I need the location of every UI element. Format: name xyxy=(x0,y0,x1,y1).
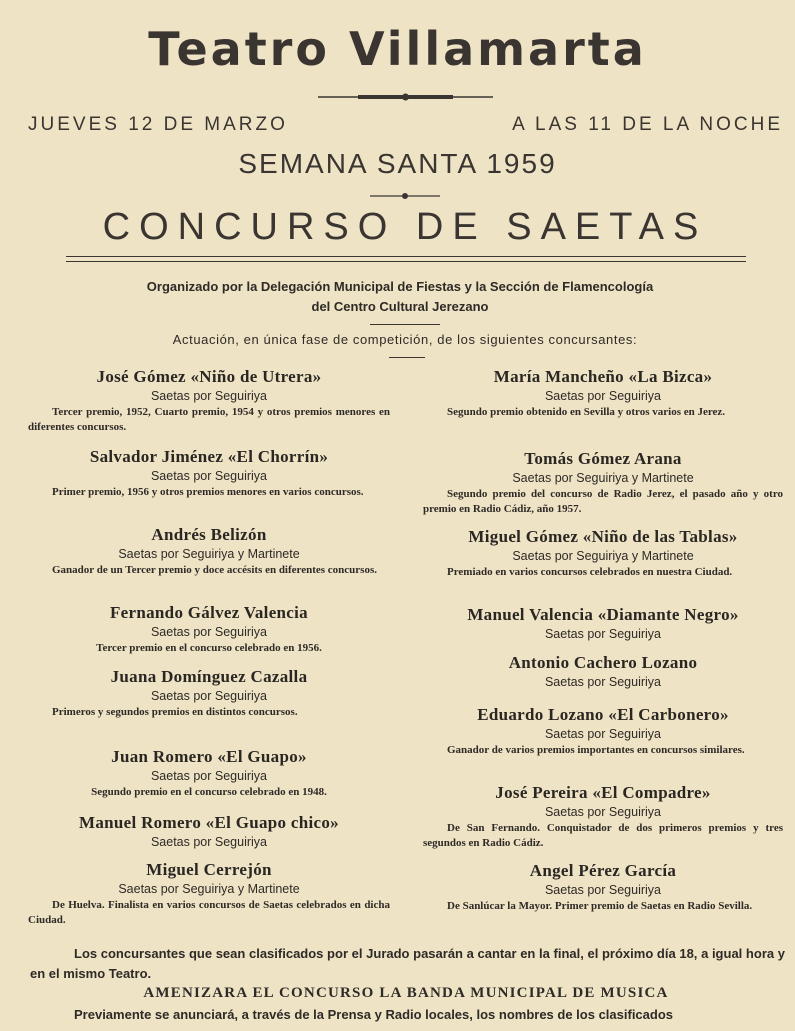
contestant-style: Saetas por Seguiriya xyxy=(544,389,662,403)
contestant-name: Juan Romero «El Guapo» xyxy=(111,747,307,766)
contestant-entry xyxy=(423,448,783,526)
contestant-style: Saetas por Seguiriya xyxy=(150,625,268,639)
contestant-entry xyxy=(28,524,390,602)
contestant-style: Saetas por Seguiriya xyxy=(150,469,268,483)
contestant-entry xyxy=(423,782,783,860)
contestant-name: Juana Domínguez Cazalla xyxy=(110,667,308,686)
contestant-entry xyxy=(423,652,783,704)
edition-title: SEMANA SANTA 1959 xyxy=(238,148,557,179)
contestant-style: Saetas por Seguiriya xyxy=(150,769,268,783)
organizer-line-1: Organizado por la Delegación Municipal de Fiestas y la Sección de Flamencología xyxy=(146,279,654,294)
contestant-name: Salvador Jiménez «El Chorrín» xyxy=(89,447,329,466)
contestant-entry xyxy=(423,366,783,448)
contestant-name: Eduardo Lozano «El Carbonero» xyxy=(477,705,729,724)
contestant-name: Manuel Romero «El Guapo chico» xyxy=(79,813,339,832)
contestant-name: Miguel Cerrejón xyxy=(146,860,272,879)
contestant-note: De San Fernando. Conquistador de dos primeros premios y tres segundos en Radio Cádiz. xyxy=(423,822,783,849)
divider xyxy=(389,357,425,358)
contestant-name: José Pereira «El Compadre» xyxy=(495,783,711,802)
contestant-entry xyxy=(28,812,390,859)
contestant-note: Segundo premio del concurso de Radio Jerez, el pasado año y otro premio en Radio Cádiz, año 1957. xyxy=(423,488,783,515)
announcement-notice: Previamente se anunciará, a través de la Prensa y Radio locales, los nombres de los clasificados xyxy=(74,1007,673,1022)
contestant-name: Fernando Gálvez Valencia xyxy=(110,603,308,622)
contestant-style: Saetas por Seguiriya xyxy=(544,883,662,897)
contestant-name: María Mancheño «La Bizca» xyxy=(493,367,713,386)
contestant-entry xyxy=(28,366,390,446)
contestant-style: Saetas por Seguiriya xyxy=(150,835,268,849)
contestant-style: Saetas por Seguiriya y Martinete xyxy=(512,549,694,563)
contestant-note: Primer premio, 1956 y otros premios menores en varios concursos. xyxy=(52,486,364,498)
event-time: A LAS 11 DE LA NOCHE xyxy=(512,114,783,135)
contestant-note: Segundo premio en el concurso celebrado en 1948. xyxy=(91,786,327,798)
contestant-entry xyxy=(28,666,390,746)
band-notice: AMENIZARA EL CONCURSO LA BANDA MUNICIPAL DE MUSICA xyxy=(143,985,669,1001)
contestant-entry xyxy=(423,526,783,604)
contestant-entry xyxy=(423,704,783,782)
contestant-note: De Huelva. Finalista en varios concursos de Saetas celebrados en dicha Ciudad. xyxy=(28,899,390,926)
contestant-name: Miguel Gómez «Niño de las Tablas» xyxy=(468,527,738,546)
contestant-entry xyxy=(28,446,390,524)
contestant-style: Saetas por Seguiriya xyxy=(544,627,662,641)
contestant-name: Manuel Valencia «Diamante Negro» xyxy=(467,605,739,624)
event-date: JUEVES 12 DE MARZO xyxy=(28,114,288,135)
title-rule-thick xyxy=(66,256,746,257)
contestant-style: Saetas por Seguiriya y Martinete xyxy=(118,547,300,561)
small-ornament-icon xyxy=(370,192,440,200)
contestant-style: Saetas por Seguiriya xyxy=(544,727,662,741)
contestant-name: Andrés Belizón xyxy=(151,525,267,544)
contestant-style: Saetas por Seguiriya y Martinete xyxy=(512,471,694,485)
contestant-style: Saetas por Seguiriya xyxy=(150,389,268,403)
contestant-note: Tercer premio, 1952, Cuarto premio, 1954 y otros premios menores en diferentes concursos. xyxy=(28,406,390,433)
ornament-divider-icon xyxy=(318,92,493,102)
contestant-note: Tercer premio en el concurso celebrado en 1956. xyxy=(96,642,322,654)
contestant-note: Premiado en varios concursos celebrados en nuestra Ciudad. xyxy=(447,566,733,578)
contestant-name: Tomás Gómez Arana xyxy=(524,449,682,468)
contestant-style: Saetas por Seguiriya xyxy=(544,805,662,819)
contestant-name: Angel Pérez García xyxy=(529,861,677,880)
title-rule-thin xyxy=(66,261,746,262)
contestant-style: Saetas por Seguiriya xyxy=(544,675,662,689)
divider xyxy=(370,324,440,325)
contestant-note: Segundo premio obtenido en Sevilla y otros varios en Jerez. xyxy=(447,406,726,418)
contestant-name: José Gómez «Niño de Utrera» xyxy=(96,367,322,386)
contestant-entry xyxy=(28,859,390,929)
contestant-style: Saetas por Seguiriya y Martinete xyxy=(118,882,300,896)
contestant-entry xyxy=(423,860,783,930)
contestant-entry xyxy=(28,746,390,812)
organizer-line-2: del Centro Cultural Jerezano xyxy=(311,299,489,314)
contestants-right-column xyxy=(423,366,783,930)
contestant-name: Antonio Cachero Lozano xyxy=(508,653,698,672)
venue-title: Teatro Villamarta xyxy=(148,22,647,76)
contestant-entry xyxy=(28,602,390,666)
contestant-entry xyxy=(423,604,783,652)
contestant-note: Ganador de un Tercer premio y doce accésits en diferentes concursos. xyxy=(52,564,377,576)
intro-text: Actuación, en única fase de competición, de los siguientes concursantes: xyxy=(172,332,638,347)
contestant-style: Saetas por Seguiriya xyxy=(150,689,268,703)
contestant-note: Primeros y segundos premios en distintos concursos. xyxy=(52,706,298,718)
contestants-left-column xyxy=(28,366,390,929)
contestant-note: Ganador de varios premios importantes en concursos similares. xyxy=(447,744,745,756)
contestant-note: De Sanlúcar la Mayor. Primer premio de Saetas en Radio Sevilla. xyxy=(447,900,753,912)
final-notice: Los concursantes que sean clasificados por el Jurado pasarán a cantar en la final, el próximo día 18, a igual hora y en el mismo Teatro. xyxy=(30,946,785,981)
contest-title: CONCURSO DE SAETAS xyxy=(102,206,708,248)
organizer-text xyxy=(60,277,740,317)
